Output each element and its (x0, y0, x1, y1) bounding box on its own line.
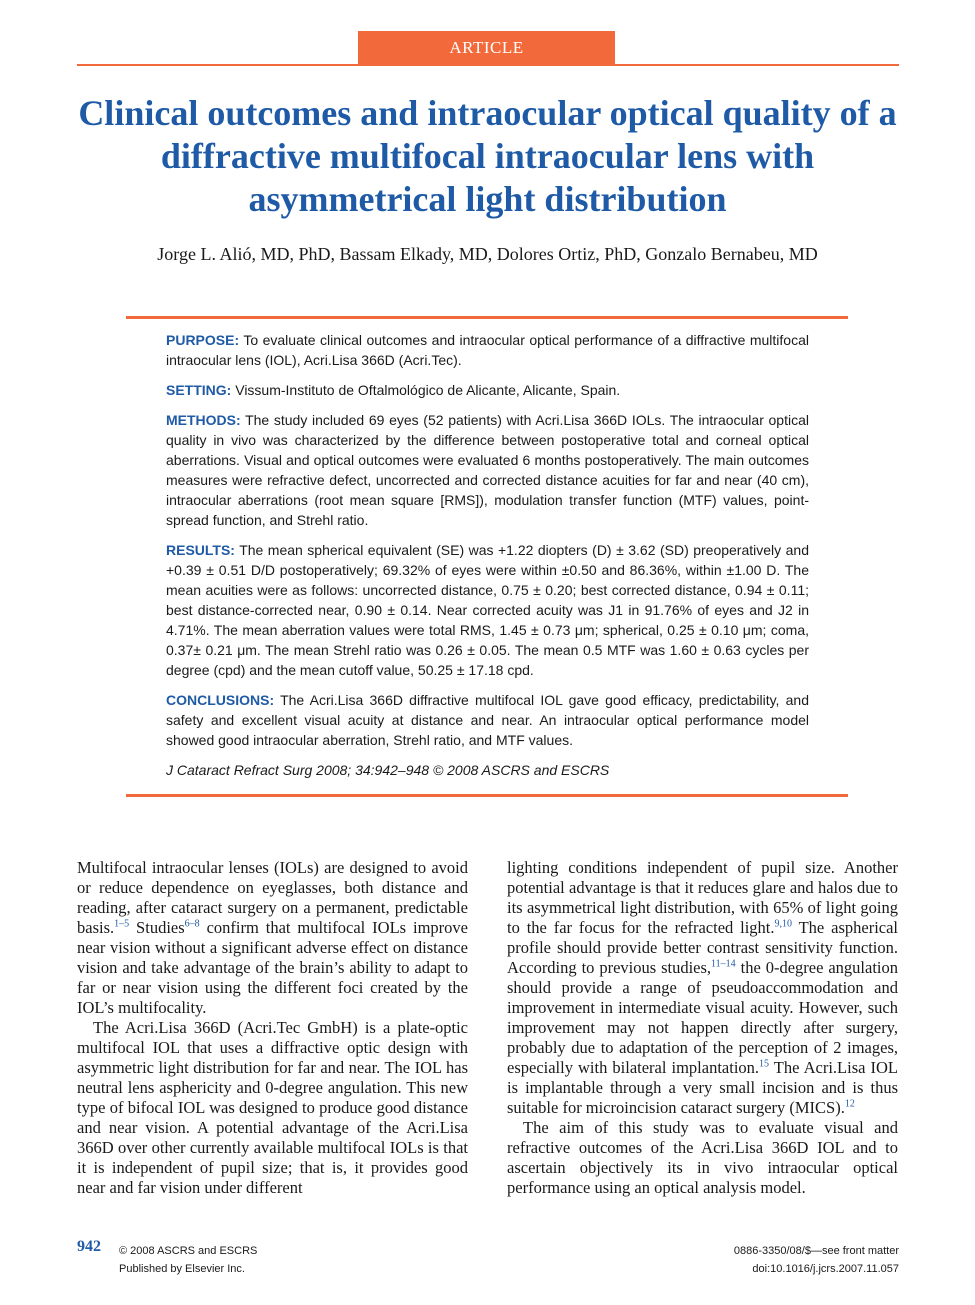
reference-link[interactable]: 11–14 (711, 958, 736, 970)
results-text: The mean spherical equivalent (SE) was +1.22 diopters (D) ± 3.62 (SD) preoperatively and +0.39 ± 0.51 D/D postoperatively; 69.32% of eyes were within ±0.50 and 86.36%, within ±1.00 D. The mean acuities were as follows: uncorrected distance, 0.75 ± 0.20; best corrected distance, 0.94 ± 0.11; best distance-corrected near, 0.90 ± 0.14. Near corrected acuity was J1 in 91.76% of eyes and J2 in 4.71%. The mean aberration values were total RMS, 1.45 ± 0.73 μm; spherical, 0.25 ± 0.10 μm; coma, 0.37± 0.21 μm. The mean Strehl ratio was 0.26 ± 0.05. The mean 0.5 MTF was 1.60 ± 0.63 cycles per degree (cpd) and the mean cutoff value, 50.25 ± 17.18 cpd. (166, 542, 809, 678)
body-text: Studies (129, 918, 185, 937)
setting-text: Vissum-Instituto de Oftalmológico de Alicante, Alicante, Spain. (235, 382, 621, 398)
abstract (166, 330, 809, 790)
reference-link[interactable]: 9,10 (774, 918, 793, 930)
reference-link[interactable]: 12 (844, 1098, 855, 1110)
methods-text: The study included 69 eyes (52 patients) with Acri.Lisa 366D IOLs. The intraocular optical quality in vivo was characterized by the difference between postoperative total and corneal optical aberrations. Visual and optical outcomes were evaluated 6 months postoperatively. The main outcomes measures were refractive defect, uncorrected and corrected distance acuities for far and near (40 cm), intraocular aberrations (root mean square [RMS]), modulation transfer function (MTF) values, point-spread function, and Strehl ratio. (166, 412, 809, 528)
abstract-methods (166, 410, 809, 530)
purpose-text: To evaluate clinical outcomes and intraocular optical performance of a diffractive multifocal intraocular lens (IOL), Acri.Lisa 366D (Acri.Tec). (166, 332, 809, 368)
body-paragraph (507, 858, 898, 1118)
article-type-tag: ARTICLE (358, 31, 615, 65)
abstract-results (166, 540, 809, 680)
conclusions-text: The Acri.Lisa 366D diffractive multifocal IOL gave good efficacy, predictability, and safety and excellent visual acuity at distance and near. An intraocular optical performance model showed good intraocular aberration, Strehl ratio, and MTF values. (166, 692, 809, 748)
reference-link[interactable]: 1–5 (114, 918, 130, 930)
body-paragraph (77, 858, 468, 1018)
copyright-notice: © 2008 ASCRS and ESCRS (119, 1245, 258, 1257)
body-paragraph: The Acri.Lisa 366D (Acri.Tec GmbH) is a plate-optic multifocal IOL that uses a diffractive optic design with asymmetric light distribution for far and near. The IOL has neutral lens asphericity and 0-degree angulation. This new type of bifocal IOL was designed to produce good distance and near vision. A potential advantage of the Acri.Lisa 366D over other currently available multifocal IOLs is that it is independent of pupil size; that is, it provides good near and far vision under different (77, 1018, 468, 1197)
footer-left (119, 1242, 257, 1278)
issn-notice: 0886-3350/08/$—see front matter (733, 1245, 899, 1257)
page-number: 942 (77, 1238, 101, 1255)
abstract-purpose (166, 330, 809, 370)
body-paragraph: The aim of this study was to evaluate visual and refractive outcomes of the Acri.Lisa 366D IOL and to ascertain objectively its in vivo intraocular optical performance using an optical analysis model. (507, 1118, 898, 1197)
abstract-setting (166, 380, 809, 400)
body-column-left (77, 858, 468, 1198)
body-text: The aspherical profile should provide better contrast sensitivity function. According to previous studies, (507, 918, 899, 977)
purpose-label: PURPOSE: (166, 332, 240, 348)
setting-label: SETTING: (166, 382, 232, 398)
doi-link[interactable]: doi:10.1016/j.jcrs.2007.11.057 (752, 1263, 899, 1275)
results-label: RESULTS: (166, 542, 235, 558)
article-title: Clinical outcomes and intraocular optical quality of a diffractive multifocal intraocular lens with asymmetrical light distribution (78, 93, 897, 219)
abstract-conclusions (166, 690, 809, 750)
abstract-top-rule (126, 316, 848, 319)
header-divider (77, 64, 899, 66)
author-list: Jorge L. Alió, MD, PhD, Bassam Elkady, MD, Dolores Ortiz, PhD, Gonzalo Bernabeu, MD (157, 244, 818, 264)
reference-link[interactable]: 6–8 (184, 918, 200, 930)
body-text: the 0-degree angulation should provide a range of pseudoaccommodation and improvement in intermediate visual acuity. However, such improvement may not happen directly after surgery, probably due to adaptation of the perception of 2 images, especially with bilateral implantation. (507, 958, 898, 1077)
methods-label: METHODS: (166, 412, 241, 428)
journal-citation: J Cataract Refract Surg 2008; 34:942–948 © 2008 ASCRS and ESCRS (166, 762, 610, 778)
body-text: confirm that multifocal IOLs improve near vision without a significant adverse effect on distance vision and take advantage of the brain’s ability to adapt to far or near vision using the different foci created by the IOL’s multifocality. (77, 918, 469, 1017)
publisher-notice: Published by Elsevier Inc. (119, 1263, 245, 1275)
body-column-right (507, 858, 898, 1198)
body-text: The Acri.Lisa IOL is implantable through a very small incision and is thus suitable for microincision cataract surgery (MICS). (507, 1058, 898, 1117)
footer-right (734, 1242, 899, 1278)
abstract-bottom-rule (126, 794, 848, 797)
reference-link[interactable]: 15 (759, 1058, 770, 1070)
conclusions-label: CONCLUSIONS: (166, 692, 275, 708)
body-text: Multifocal intraocular lenses (IOLs) are designed to avoid or reduce dependence on eyeglasses, both distance and reading, after cataract surgery on a permanent, predictable basis. (77, 858, 468, 937)
body-text: lighting conditions independent of pupil size. Another potential advantage is that it reduces glare and halos due to its asymmetrical light distribution, with 65% of light going to the far focus for the refracted light. (507, 858, 898, 937)
